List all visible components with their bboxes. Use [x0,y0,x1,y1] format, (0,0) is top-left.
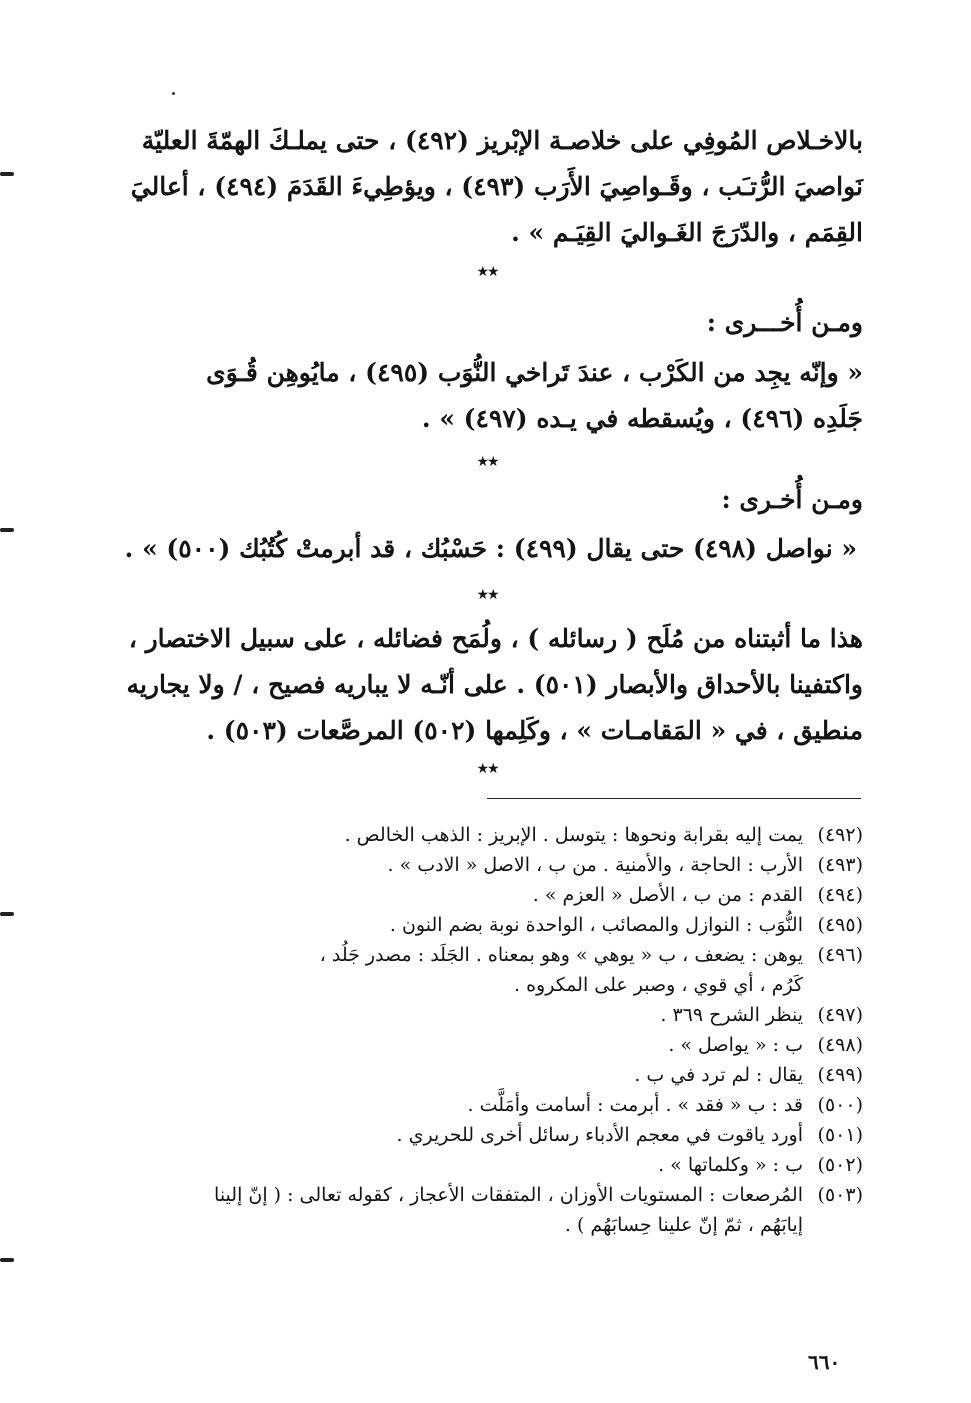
footnote [103,910,863,940]
footnote-text: الأرب : الحاجة ، والأمنية . من ب ، الاصل « الادب » . [387,854,803,876]
paragraph-line: جَلَدِه (٤٩٦) ، ويُسقطه في يـده (٤٩٧) » . [421,404,863,433]
footnote-number: (٥٠٠) [817,1094,863,1116]
footnote-text: ينظر الشرح ٣٦٩ . [660,1004,803,1026]
footnote-text: أورد ياقوت في معجم الأدباء رسائل أخرى للحريري . [396,1124,803,1146]
paragraph-line: نَواصيَ الرُّتـَب ، وقَـواصِيَ الأَرَب (٤٩٣) ، ويؤطِيءَ القَدَمَ (٤٩٤) ، أعاليَ [130,172,863,201]
footnote-continuation: كَرُم ، أي قوي ، وصبر على المكروه . [514,974,803,996]
footnote [103,820,863,850]
footnote-number: (٤٩٤) [817,884,863,906]
paragraph-4 [103,616,863,754]
footnote-number: (٤٩٧) [817,1004,863,1026]
speck-mark [172,92,175,95]
footnote-number: (٤٩٨) [817,1034,863,1056]
footnote-number: (٥٠٢) [817,1154,863,1176]
section-heading: ومـن أُخـــرى : [706,308,863,337]
paragraph-2 [103,350,863,442]
scan-edge-mark [0,172,14,176]
footnote-number: (٤٩٣) [817,854,863,876]
footnote-number: (٥٠١) [817,1124,863,1146]
footnotes [103,820,863,1240]
paragraph-line: منطيق ، في « المَقامـات » ، وكَلِمها (٥٠٢) المرصَّعات (٥٠٣) . [206,716,863,745]
paragraph-3 [103,526,863,572]
scan-edge-mark [0,528,14,532]
footnote-number: (٤٩٦) [817,944,863,966]
scan-edge-mark [0,912,14,916]
section-heading: ومـن أُخـرى : [721,485,863,514]
paragraph-line: بالاخـلاص المُوفِي على خلاصـة الإبْريز (٤٩٢) ، حتى يملـكَ الهمّةَ العليّة [141,126,863,155]
footnote-divider [487,798,861,799]
paragraph-line: القِمَم ، والدّرَجَ الغَـواليَ القِيَـم » . [511,218,863,247]
footnote-text: يمت إليه بقرابة ونحوها : يتوسل . الإبريز : الذهب الخالص . [344,824,803,846]
footnote-number: (٤٩٢) [817,824,863,846]
footnote-number: (٤٩٥) [817,914,863,936]
section-separator: ★★ [476,587,498,603]
footnote-text: القدم : من ب ، الأصل « العزم » . [532,884,803,906]
footnote-number: (٤٩٩) [817,1064,863,1086]
footnote [103,1090,863,1120]
paragraph-line: « نواصل (٤٩٨) حتى يقال (٤٩٩) : حَسْبُك ، قد أبرمتْ كُتُبُك (٥٠٠) » . [124,534,857,563]
footnote-text: ب : « وكلماتها » . [658,1154,803,1176]
footnote [103,1030,863,1060]
scan-edge-mark [0,1258,14,1262]
footnote [103,1180,863,1210]
section-separator: ★★ [476,264,498,280]
footnote-text: يقال : لم ترد في ب . [634,1064,803,1086]
footnote [103,850,863,880]
footnote-text: المُرصعات : المستويات الأوزان ، المتفقات الأعجاز ، كقوله تعالى : ( إنّ إلينا [214,1184,803,1206]
footnote-text: يوهن : يضعف ، ب « يوهي » وهو بمعناه . الجَلَد : مصدر جَلُد ، [319,944,803,966]
paragraph-1 [103,118,863,256]
footnote-number: (٥٠٣) [817,1184,863,1206]
section-separator: ★★ [476,761,498,777]
footnote-continuation: إيابَهُم ، ثمّ إنّ علينا حِسابَهُم ) . [564,1214,803,1236]
footnote [103,1060,863,1090]
footnote [103,1000,863,1030]
paragraph-line: واكتفينا بالأحداق والأبصار (٥٠١) . على أنّـه لا يباريه فصيح ، / ولا يجاريه [126,670,863,699]
footnote [103,1150,863,1180]
footnote [103,1120,863,1150]
section-separator: ★★ [476,454,498,470]
footnote [103,940,863,970]
footnote-text: قد : ب « فقد » . أبرمت : أسامت وأمَلَّت . [467,1094,803,1116]
footnote [103,880,863,910]
paragraph-line: « وإنّه يجِد من الكَرْب ، عندَ تَراخي النُّوَب (٤٩٥) ، مايُوهِن قُـوَى [206,358,863,387]
paragraph-line: هذا ما أثبتناه من مُلَح ( رسائله ) ، ولُمَح فضائله ، على سبيل الاختصار ، [128,624,863,653]
page-number: ٦٦٠ [808,1350,841,1374]
footnote-text: النُّوَب : النوازل والمصائب ، الواحدة نوبة بضم النون . [389,914,803,936]
footnote-text: ب : « يواصل » . [668,1034,803,1056]
